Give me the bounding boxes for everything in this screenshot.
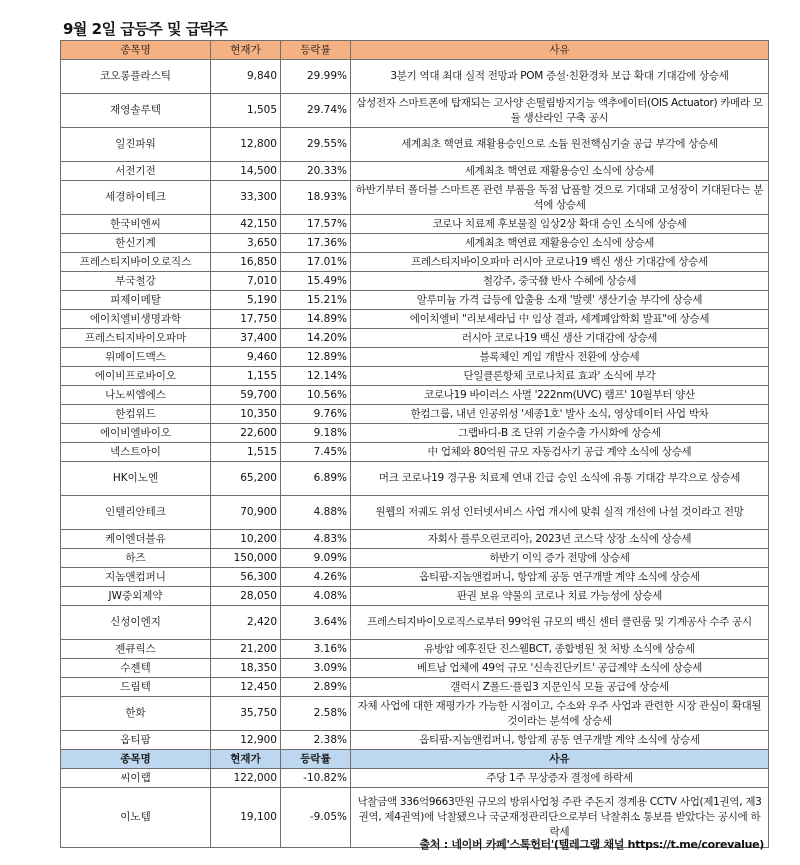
gainer-row [61, 348, 769, 367]
stock-name: 지놈앤컴퍼니 [61, 568, 211, 587]
stock-change: 15.49% [281, 272, 351, 291]
stock-price: 17,750 [211, 310, 281, 329]
stock-reason: 원웹의 저궤도 위성 인터넷서비스 사업 개시에 맞춰 실적 개선에 나설 것이라고 전망 [351, 496, 769, 530]
stock-change: 2.89% [281, 678, 351, 697]
gainer-row [61, 697, 769, 731]
stock-name: 일진파워 [61, 128, 211, 162]
stock-table [60, 40, 769, 848]
gainer-row [61, 678, 769, 697]
stock-price: 70,900 [211, 496, 281, 530]
stock-change: 4.08% [281, 587, 351, 606]
stock-name: 한국비엔씨 [61, 215, 211, 234]
stock-name: 프레스티지바이오파마 [61, 329, 211, 348]
stock-reason: 러시아 코로나19 백신 생산 기대감에 상승세 [351, 329, 769, 348]
stock-reason: 알루미늄 가격 급등에 압출용 소재 '발렛' 생산기술 부각에 상승세 [351, 291, 769, 310]
stock-reason: 3분기 역대 최대 실적 전망과 POM 증설·친환경차 보급 확대 기대감에 상승세 [351, 60, 769, 94]
stock-price: 9,840 [211, 60, 281, 94]
stock-price: 1,505 [211, 94, 281, 128]
gainer-row [61, 128, 769, 162]
stock-price: 56,300 [211, 568, 281, 587]
gainer-row [61, 234, 769, 253]
stock-name: 케이엔더블유 [61, 530, 211, 549]
stock-reason: 유방암 예후진단 진스웰BCT, 종합병원 첫 처방 소식에 상승세 [351, 640, 769, 659]
stock-reason: 옵티팜-지놈앤컴퍼니, 항암제 공동 연구개발 계약 소식에 상승세 [351, 731, 769, 750]
stock-change: 7.45% [281, 443, 351, 462]
stock-name: HK이노엔 [61, 462, 211, 496]
stock-change: 15.21% [281, 291, 351, 310]
gainer-row [61, 424, 769, 443]
header-reason: 사유 [351, 41, 769, 60]
stock-name: 넥스트아이 [61, 443, 211, 462]
stock-change: 9.76% [281, 405, 351, 424]
stock-reason: 하반기 이익 증가 전망에 상승세 [351, 549, 769, 568]
stock-name: 한화 [61, 697, 211, 731]
stock-price: 16,850 [211, 253, 281, 272]
stock-name: 옵티팜 [61, 731, 211, 750]
stock-name: 드림텍 [61, 678, 211, 697]
stock-change: 14.89% [281, 310, 351, 329]
stock-reason: 갤럭시 Z폴드·플립3 지문인식 모듈 공급에 상승세 [351, 678, 769, 697]
stock-price: 122,000 [211, 769, 281, 788]
header-price: 현재가 [211, 41, 281, 60]
stock-price: 7,010 [211, 272, 281, 291]
stock-change: 17.36% [281, 234, 351, 253]
stock-reason: 낙찰금액 336억9663만원 규모의 방위사업청 주관 주돈지 경계용 CCTV 사업(제1권역, 제3권역, 제4권역)에 낙찰됐으나 국군재정관리단으로부터 낙찰취소 통보를 받았다는 공시에 하락세 [351, 788, 769, 848]
gainer-row [61, 253, 769, 272]
stock-name: 서전기전 [61, 162, 211, 181]
stock-reason: 삼성전자 스마트폰에 탑재되는 고사양 손떨림방지기능 액추에이터(OIS Actuator) 카메라 모듈 생산라인 구축 공시 [351, 94, 769, 128]
stock-change: 17.57% [281, 215, 351, 234]
stock-name: 한신기계 [61, 234, 211, 253]
stock-price: 1,155 [211, 367, 281, 386]
stock-change: 18.93% [281, 181, 351, 215]
losers-header-row [61, 750, 769, 769]
stock-price: 12,450 [211, 678, 281, 697]
stock-reason: 머크 코로나19 경구용 치료제 연내 긴급 승인 소식에 유통 기대감 부각으로 상승세 [351, 462, 769, 496]
stock-price: 42,150 [211, 215, 281, 234]
stock-name: 피제이메탈 [61, 291, 211, 310]
stock-price: 35,750 [211, 697, 281, 731]
stock-change: 2.38% [281, 731, 351, 750]
stock-change: -10.82% [281, 769, 351, 788]
stock-reason: 세계최초 핵연료 재활용승인 소식에 상승세 [351, 234, 769, 253]
stock-price: 18,350 [211, 659, 281, 678]
stock-price: 65,200 [211, 462, 281, 496]
stock-change: 17.01% [281, 253, 351, 272]
gainer-row [61, 272, 769, 291]
stock-change: 29.99% [281, 60, 351, 94]
stock-change: 29.74% [281, 94, 351, 128]
stock-change: 4.83% [281, 530, 351, 549]
gainer-row [61, 496, 769, 530]
stock-change: 9.18% [281, 424, 351, 443]
header-change: 등락률 [281, 41, 351, 60]
stock-reason: 한컴그룹, 내년 인공위성 '세종1호' 발사 소식, 영상데이터 사업 박차 [351, 405, 769, 424]
gainers-header-row [61, 41, 769, 60]
stock-change: 3.09% [281, 659, 351, 678]
gainer-row [61, 367, 769, 386]
gainer-row [61, 606, 769, 640]
stock-change: 29.55% [281, 128, 351, 162]
stock-change: 2.58% [281, 697, 351, 731]
stock-change: 6.89% [281, 462, 351, 496]
stock-name: 나노씨엠에스 [61, 386, 211, 405]
stock-reason: 에이치엘비 "리보세라닙 中 임상 결과, 세계폐암학회 발표"에 상승세 [351, 310, 769, 329]
loser-row [61, 769, 769, 788]
stock-change: 10.56% [281, 386, 351, 405]
stock-price: 3,650 [211, 234, 281, 253]
page-title: 9월 2일 급등주 및 급락주 [63, 20, 228, 38]
stock-price: 10,350 [211, 405, 281, 424]
stock-name: 신성이엔지 [61, 606, 211, 640]
stock-name: 재영솔루텍 [61, 94, 211, 128]
stock-name: 수젠텍 [61, 659, 211, 678]
stock-reason: 코로나19 바이러스 사멸 '222nm(UVC) 램프' 10월부터 양산 [351, 386, 769, 405]
gainer-row [61, 462, 769, 496]
stock-reason: 프레스티지바이오파마 러시아 코로나19 백신 생산 기대감에 상승세 [351, 253, 769, 272]
stock-price: 9,460 [211, 348, 281, 367]
stock-reason: 단일클론항체 코로나치료 효과' 소식에 부각 [351, 367, 769, 386]
stock-reason: 하반기부터 폴더블 스마트폰 관련 부품을 독점 납품할 것으로 기대돼 고성장이 기대된다는 분석에 상승세 [351, 181, 769, 215]
stock-name: 위메이드맥스 [61, 348, 211, 367]
stock-reason: 자회사 플루오린코리아, 2023년 코스닥 상장 소식에 상승세 [351, 530, 769, 549]
gainer-row [61, 94, 769, 128]
stock-change: 3.64% [281, 606, 351, 640]
stock-price: 19,100 [211, 788, 281, 848]
stock-reason: 블록체인 게임 개발사 전환에 상승세 [351, 348, 769, 367]
stock-change: 12.89% [281, 348, 351, 367]
gainer-row [61, 60, 769, 94]
stock-reason: 코로나 치료제 후보물질 임상2상 확대 승인 소식에 상승세 [351, 215, 769, 234]
stock-price: 28,050 [211, 587, 281, 606]
header-change: 등락률 [281, 750, 351, 769]
stock-price: 59,700 [211, 386, 281, 405]
stock-name: 인텔리안테크 [61, 496, 211, 530]
stock-reason: 세계최초 핵연료 재활용승인으로 소듐 원전핵심기술 공급 부각에 상승세 [351, 128, 769, 162]
stock-price: 33,300 [211, 181, 281, 215]
gainer-row [61, 731, 769, 750]
stock-name: JW중외제약 [61, 587, 211, 606]
source-footer: 출처 : 네이버 카페'스톡헌터'(텔레그램 채널 https://t.me/corevalue) [419, 838, 764, 851]
stock-name: 코오롱플라스틱 [61, 60, 211, 94]
stock-price: 12,900 [211, 731, 281, 750]
gainer-row [61, 181, 769, 215]
stock-name: 이노템 [61, 788, 211, 848]
gainer-row [61, 291, 769, 310]
stock-change: 20.33% [281, 162, 351, 181]
stock-name: 에이비엘바이오 [61, 424, 211, 443]
stock-change: 9.09% [281, 549, 351, 568]
stock-name: 에이치엘비생명과학 [61, 310, 211, 329]
stock-price: 22,600 [211, 424, 281, 443]
stock-price: 12,800 [211, 128, 281, 162]
stock-reason: 철강주, 중국發 반사 수혜에 상승세 [351, 272, 769, 291]
stock-reason: 프레스티지바이오로직스로부터 99억원 규모의 백신 센터 클린룸 및 기계공사 수주 공시 [351, 606, 769, 640]
stock-price: 150,000 [211, 549, 281, 568]
stock-name: 씨이랩 [61, 769, 211, 788]
stock-change: 4.88% [281, 496, 351, 530]
gainer-row [61, 549, 769, 568]
header-name: 종목명 [61, 41, 211, 60]
gainer-row [61, 640, 769, 659]
stock-name: 프레스티지바이오로직스 [61, 253, 211, 272]
gainer-row [61, 386, 769, 405]
stock-change: 4.26% [281, 568, 351, 587]
stock-reason: 세계최초 핵연료 재활용승인 소식에 상승세 [351, 162, 769, 181]
gainer-row [61, 329, 769, 348]
stock-name: 부국철강 [61, 272, 211, 291]
stock-reason: 中 업체와 80억원 규모 자동검사기 공급 계약 소식에 상승세 [351, 443, 769, 462]
stock-price: 21,200 [211, 640, 281, 659]
stock-price: 14,500 [211, 162, 281, 181]
stock-change: 3.16% [281, 640, 351, 659]
stock-price: 37,400 [211, 329, 281, 348]
gainer-row [61, 405, 769, 424]
stock-reason: 옵티팜-지놈앤컴퍼니, 항암제 공동 연구개발 계약 소식에 상승세 [351, 568, 769, 587]
stock-reason: 베트남 업체에 49억 규모 '신속진단키트' 공급계약 소식에 상승세 [351, 659, 769, 678]
stock-price: 10,200 [211, 530, 281, 549]
stock-reason: 판권 보유 약물의 코로나 치료 가능성에 상승세 [351, 587, 769, 606]
stock-name: 에이비프로바이오 [61, 367, 211, 386]
stock-name: 세경하이테크 [61, 181, 211, 215]
stock-name: 젠큐릭스 [61, 640, 211, 659]
stock-price: 2,420 [211, 606, 281, 640]
gainer-row [61, 568, 769, 587]
gainer-row [61, 530, 769, 549]
stock-price: 5,190 [211, 291, 281, 310]
gainer-row [61, 215, 769, 234]
gainer-row [61, 443, 769, 462]
stock-name: 하즈 [61, 549, 211, 568]
stock-change: -9.05% [281, 788, 351, 848]
header-price: 현재가 [211, 750, 281, 769]
stock-name: 한컴위드 [61, 405, 211, 424]
stock-reason: 자체 사업에 대한 재평가가 가능한 시점이고, 수소와 우주 사업과 관련한 시장 관심이 확대될 것이라는 분석에 상승세 [351, 697, 769, 731]
stock-price: 1,515 [211, 443, 281, 462]
stock-reason: 주당 1주 무상증자 결정에 하락세 [351, 769, 769, 788]
stock-change: 12.14% [281, 367, 351, 386]
gainer-row [61, 659, 769, 678]
gainer-row [61, 310, 769, 329]
gainer-row [61, 587, 769, 606]
header-reason: 사유 [351, 750, 769, 769]
stock-reason: 그랩바디-B 조 단위 기술수출 가시화에 상승세 [351, 424, 769, 443]
stock-change: 14.20% [281, 329, 351, 348]
header-name: 종목명 [61, 750, 211, 769]
gainer-row [61, 162, 769, 181]
